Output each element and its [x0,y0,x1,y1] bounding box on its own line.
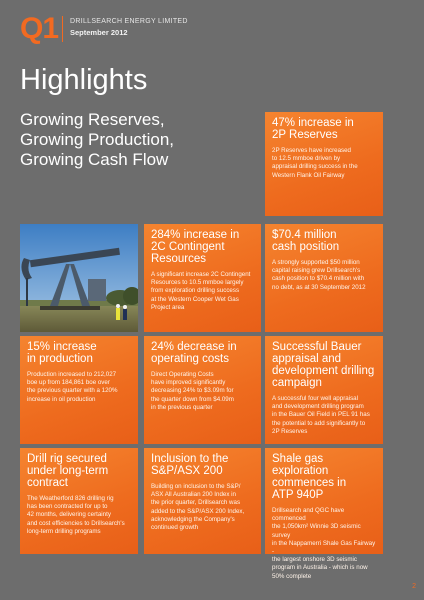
quarter-logo: Q1 [20,12,59,45]
panel-body [151,371,254,412]
heading-line: Resources [151,253,206,265]
body-line: the quarter down from $4.09m [151,395,234,403]
heading-line: Shale gas exploration [272,453,329,477]
body-line: A significant increase 2C Contingent [151,271,251,278]
panel-body [27,495,131,536]
body-line: increase in oil production [27,395,96,403]
panel-asx-200 [144,448,261,554]
body-line: to 12.5 mmboe driven by [272,155,341,163]
panel-cash-position [265,224,383,332]
body-line: added to the S&P/ASX 200 Index, [151,507,245,515]
heading-line: in production [27,353,93,365]
panel-2c-contingent [144,224,261,332]
heading-line: operating costs [151,353,229,365]
panel-heading [27,341,131,365]
body-line: Drillsearch and QGC have commenced [272,507,345,523]
panel-heading [272,229,376,253]
body-line: and development drilling program [272,403,364,411]
company-name: DRILLSEARCH ENERGY LIMITED [70,18,188,25]
body-line: ASX All Australian 200 Index in [151,491,236,499]
subtitle-line: Growing Production, [20,130,175,149]
body-line: and cost efficiencies to Drillsearch's [27,519,125,527]
body-line: appraisal drilling success in the [272,163,358,171]
heading-line: cash position [272,241,340,253]
panel-heading [151,453,254,477]
heading-line: 2C Contingent [151,241,225,253]
panel-heading [27,453,131,489]
body-line: decreasing 24% to $3.09m for [151,387,234,395]
body-line: the largest onshore 3D seismic [272,556,357,564]
panel-heading [272,453,376,501]
body-line: the prior quarter, Drillsearch was [151,499,241,507]
heading-line: Successful Bauer [272,341,362,353]
heading-line: 2P Reserves [272,129,338,141]
body-line: the previous quarter with a 120% [27,387,118,395]
body-line: 2P Reserves have increased [272,147,351,154]
subtitle-line: Growing Reserves, [20,110,165,129]
panel-bauer-campaign [265,336,383,444]
heading-line: 15% increase [27,341,97,353]
panel-drill-rig [20,448,138,554]
report-date: September 2012 [70,28,128,37]
body-line: the 1,050km² Winnie 3D seismic survey [272,523,361,539]
panel-heading [272,117,376,141]
heading-line: under long-term [27,465,109,477]
oilfield-photo [20,224,138,332]
panel-body [151,271,254,312]
panel-body [272,259,376,292]
body-line: Project area [151,303,185,311]
body-line: in the Nappamerri Shale Gas Fairway - [272,539,376,556]
heading-line: campaign [272,377,322,389]
heading-line: commences in [272,477,347,489]
panel-body [272,507,376,581]
body-line: boe up from 184,861 boe over [27,379,110,387]
body-line: The Weatherford 826 drilling rig [27,495,114,502]
pump-jack-illustration [20,224,138,332]
panel-production [20,336,138,444]
heading-line: appraisal and [272,353,342,365]
heading-line: 284% increase in [151,229,240,241]
heading-line: ATP 940P [272,489,324,501]
heading-line: 24% decrease in [151,341,237,353]
page-subtitle [20,110,174,170]
body-line: long-term drilling programs [27,527,101,535]
logo-divider [62,16,63,42]
body-line: have improved significantly [151,379,226,387]
body-line: Building on inclusion to the S&P/ [151,483,241,490]
body-line: the potential to add significantly to [272,419,366,427]
body-line: at the Western Cooper Wet Gas [151,295,239,303]
body-line: A successful four well appraisal [272,395,358,402]
subtitle-line: Growing Cash Flow [20,150,169,169]
heading-line: S&P/ASX 200 [151,465,223,477]
panel-heading [272,341,376,389]
body-line: continued growth [151,524,199,532]
body-line: 42 months, delivering certainty [27,511,111,519]
panel-body [27,371,131,404]
body-line: in the Bauer Oil Field in PEL 91 has [272,411,370,419]
body-line: Western Flank Oil Fairway [272,171,345,179]
body-line: has been contracted for up to [27,503,108,511]
body-line: from exploration drilling success [151,287,240,295]
panel-heading [151,229,254,265]
body-line: program in Australia - which is now [272,564,368,572]
panel-body [272,147,376,180]
page-title: Highlights [20,64,148,96]
panel-operating-costs [144,336,261,444]
heading-line: $70.4 million [272,229,337,241]
heading-line: contract [27,477,68,489]
body-line: Direct Operating Costs [151,371,214,378]
body-line: Production increased to 212,027 [27,371,117,378]
body-line: Resources to 10.5 mmboe largely [151,279,244,287]
panel-heading [151,341,254,365]
body-line: cash position to $70.4 million with [272,275,365,283]
heading-line: Drill rig secured [27,453,107,465]
heading-line: 47% increase in [272,117,354,129]
panel-body [151,483,254,532]
panel-shale-gas [265,448,383,580]
body-line: capital raising grew Drillsearch's [272,267,361,275]
heading-line: Inclusion to the [151,453,229,465]
body-line: A strongly supported $50 million [272,259,360,266]
body-line: 50% complete [272,572,312,580]
body-line: 2P Reserves [272,427,308,435]
panel-2p-reserves [265,112,383,216]
body-line: acknowledging the Company's [151,515,235,523]
body-line: no debt, as at 30 September 2012 [272,283,366,291]
page-number: 2 [412,583,416,590]
body-line: in the previous quarter [151,403,213,411]
panel-body [272,395,376,436]
heading-line: development drilling [272,365,375,377]
